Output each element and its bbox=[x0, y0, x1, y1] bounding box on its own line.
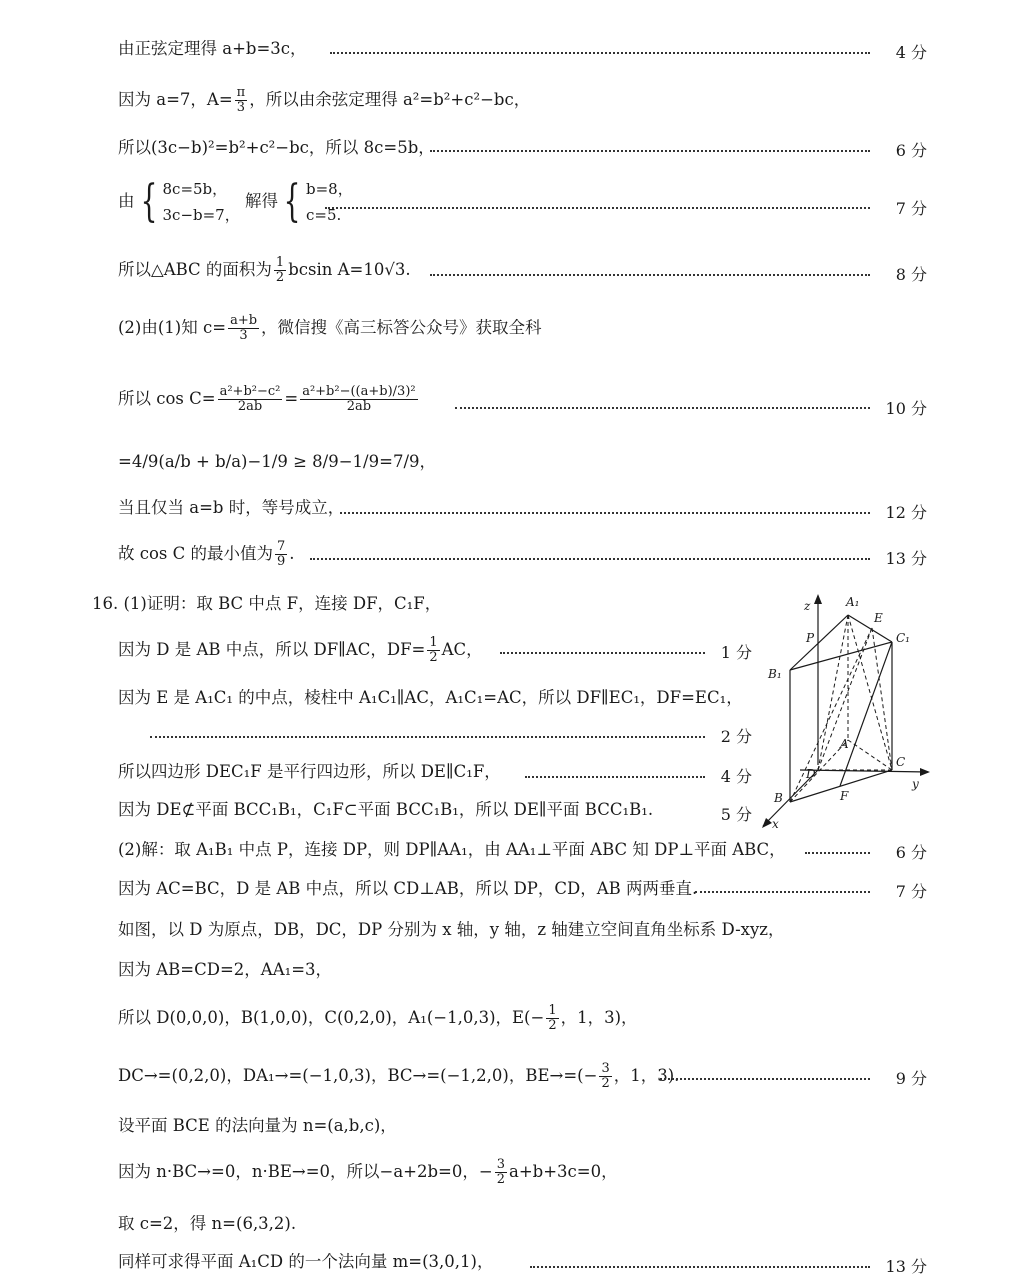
label-A: A bbox=[840, 737, 849, 751]
line-16-3: 因为 E 是 A₁C₁ 的中点，棱柱中 A₁C₁∥AC，A₁C₁=AC，所以 DF∥EC₁，DF=EC₁， bbox=[118, 688, 743, 707]
score: 6 分 bbox=[895, 141, 927, 160]
score: 7 分 bbox=[895, 882, 927, 901]
line-16-10: 因为 AB=CD=2，AA₁=3， bbox=[118, 960, 333, 979]
line-16-5: 所以四边形 DEC₁F 是平行四边形，所以 DE∥C₁F， bbox=[118, 762, 501, 781]
score: 4 分 bbox=[720, 767, 752, 786]
prism-figure bbox=[760, 590, 940, 830]
label-x: x bbox=[772, 817, 779, 830]
line-16-16: 同样可求得平面 A₁CD 的一个法向量 m=(3,0,1)， bbox=[118, 1252, 494, 1271]
arrow-icon bbox=[762, 818, 772, 828]
score: 5 分 bbox=[720, 805, 752, 824]
line-15-5: 所以△ABC 的面积为 $\frac{1}{2}$ bcsin A=10√3. bbox=[118, 255, 411, 285]
score: 9 分 bbox=[895, 1069, 927, 1088]
line-15-8: =4/9(a/b + b/a)−1/9 ≥ 8/9−1/9=7/9， bbox=[118, 452, 436, 471]
line-15-7: 所以 cos C= $\frac{\text{a²+b²−c²}}{2ab}$ = $\frac{\text{a²+b²−((a+b)/3)²}}{2ab}$ bbox=[118, 384, 416, 414]
label-E: E bbox=[874, 611, 883, 625]
leader-dots bbox=[805, 852, 870, 854]
label-B1: B₁ bbox=[768, 667, 782, 681]
line-16-8: 因为 AC=BC，D 是 AB 中点，所以 CD⊥AB，所以 DP，CD，AB 两两垂直. bbox=[118, 879, 698, 898]
score: 13 分 bbox=[885, 549, 927, 568]
leader-dots bbox=[340, 512, 870, 514]
score: 13 分 bbox=[885, 1257, 927, 1276]
line-16-12: DC→=(0,2,0)，DA₁→=(−1,0,3)，BC→=(−1,2,0)，BE→=(− $\frac{3}{2}$ ，1，3). bbox=[118, 1061, 680, 1091]
leader-dots bbox=[525, 776, 705, 778]
label-F: F bbox=[840, 789, 849, 803]
line-16-1: 16. (1)证明：取 BC 中点 F，连接 DF，C₁F， bbox=[92, 594, 442, 613]
score: 6 分 bbox=[895, 843, 927, 862]
label-P: P bbox=[806, 631, 815, 645]
label-D: D bbox=[806, 767, 816, 781]
score: 2 分 bbox=[720, 727, 752, 746]
line-16-9: 如图，以 D 为原点，DB，DC，DP 分别为 x 轴，y 轴，z 轴建立空间直角坐标系 D-xyz， bbox=[118, 920, 785, 939]
line-15-3: 所以(3c−b)²=b²+c²−bc，所以 8c=5b， bbox=[118, 138, 435, 157]
line-16-13: 设平面 BCE 的法向量为 n=(a,b,c)， bbox=[118, 1116, 397, 1135]
line-15-4: 由 { 8c=5b， 3c−b=7， 解得 { b=8， c=5. bbox=[118, 176, 353, 227]
score: 1 分 bbox=[720, 643, 752, 662]
score: 10 分 bbox=[885, 399, 927, 418]
leader-dots bbox=[310, 558, 870, 560]
prism-diagram bbox=[760, 590, 940, 830]
label-y: y bbox=[912, 777, 919, 791]
label-C1: C₁ bbox=[896, 631, 910, 645]
line-16-15: 取 c=2，得 n=(6,3,2). bbox=[118, 1214, 297, 1233]
leader-dots bbox=[430, 150, 870, 152]
arrow-icon bbox=[920, 768, 930, 776]
leader-dots bbox=[660, 1078, 870, 1080]
label-C: C bbox=[896, 755, 906, 769]
line-15-6: (2)由(1)知 c= $\frac{a+b}{3}$ ，微信搜《高三标答公众号》获取全科 bbox=[118, 313, 542, 343]
line-16-14: 因为 n·BC→=0，n·BE→=0，所以−a+2b=0，− $\frac{3}{2}$ a+b+3c=0， bbox=[118, 1157, 618, 1187]
leader-dots bbox=[500, 652, 705, 654]
score: 8 分 bbox=[895, 265, 927, 284]
line-15-9: 当且仅当 a=b 时，等号成立， bbox=[118, 498, 345, 517]
leader-dots bbox=[530, 1266, 870, 1268]
leader-dots bbox=[150, 736, 705, 738]
line-15-2: 因为 a=7，A= $\frac{\pi}{3}$ ，所以由余弦定理得 a²=b²+c²−bc， bbox=[118, 85, 531, 115]
line-16-6: 因为 DE⊄平面 BCC₁B₁，C₁F⊂平面 BCC₁B₁，所以 DE∥平面 BCC₁B₁. bbox=[118, 800, 654, 819]
line-16-2: 因为 D 是 AB 中点，所以 DF∥AC，DF= $\frac{1}{2}$ AC， bbox=[118, 635, 483, 665]
score: 4 分 bbox=[895, 43, 927, 62]
leader-dots bbox=[325, 207, 870, 209]
label-B: B bbox=[774, 791, 783, 805]
label-A1: A₁ bbox=[846, 595, 860, 609]
leader-dots bbox=[430, 274, 870, 276]
score: 7 分 bbox=[895, 199, 927, 218]
line-16-7: (2)解：取 A₁B₁ 中点 P，连接 DP，则 DP∥AA₁，由 AA₁⊥平面 ABC 知 DP⊥平面 ABC， bbox=[118, 840, 786, 859]
leader-dots bbox=[695, 891, 870, 893]
leader-dots bbox=[455, 407, 870, 409]
leader-dots bbox=[330, 52, 870, 54]
score: 12 分 bbox=[885, 503, 927, 522]
arrow-icon bbox=[814, 594, 822, 604]
label-z: z bbox=[804, 599, 811, 613]
line-16-11: 所以 D(0,0,0)，B(1,0,0)，C(0,2,0)，A₁(−1,0,3)，E(− $\frac{1}{2}$ ，1，3)， bbox=[118, 1003, 638, 1033]
line-15-10: 故 cos C 的最小值为 $\frac{7}{9}$ . bbox=[118, 539, 295, 569]
line-BE bbox=[790, 628, 872, 802]
line-15-1: 由正弦定理得 a+b=3c， bbox=[118, 39, 307, 58]
